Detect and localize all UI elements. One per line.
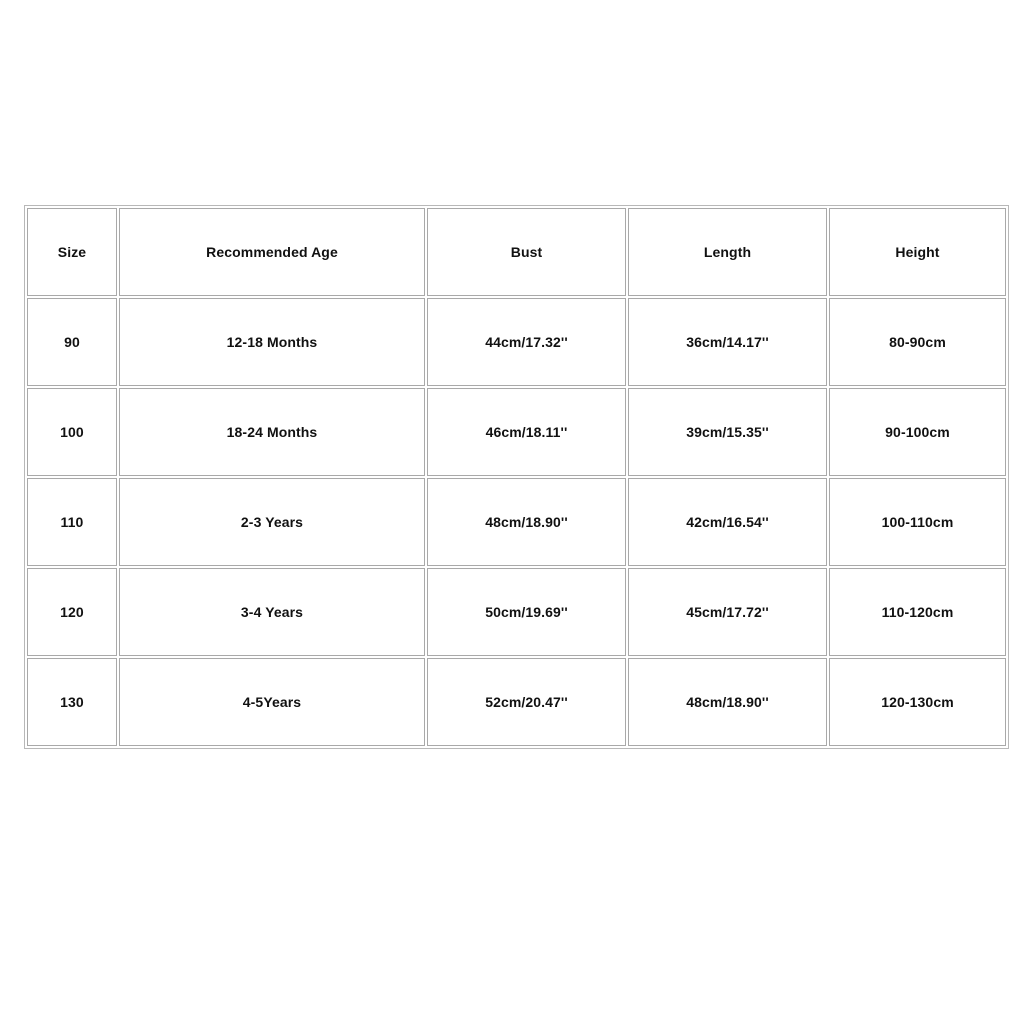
header-height: Height — [829, 208, 1006, 296]
cell-size: 130 — [27, 658, 117, 746]
size-chart-table — [24, 205, 1009, 749]
cell-height: 100-110cm — [829, 478, 1006, 566]
cell-bust: 48cm/18.90'' — [427, 478, 626, 566]
cell-recommended-age: 4-5Years — [119, 658, 425, 746]
cell-height: 110-120cm — [829, 568, 1006, 656]
header-bust: Bust — [427, 208, 626, 296]
cell-bust: 44cm/17.32'' — [427, 298, 626, 386]
table-row — [27, 658, 1006, 746]
cell-height: 120-130cm — [829, 658, 1006, 746]
table-row — [27, 298, 1006, 386]
cell-recommended-age: 3-4 Years — [119, 568, 425, 656]
cell-height: 80-90cm — [829, 298, 1006, 386]
table-header-row — [27, 208, 1006, 296]
table-row — [27, 478, 1006, 566]
cell-size: 110 — [27, 478, 117, 566]
cell-bust: 46cm/18.11'' — [427, 388, 626, 476]
cell-recommended-age: 18-24 Months — [119, 388, 425, 476]
cell-bust: 52cm/20.47'' — [427, 658, 626, 746]
cell-length: 36cm/14.17'' — [628, 298, 827, 386]
cell-length: 39cm/15.35'' — [628, 388, 827, 476]
header-recommended-age: Recommended Age — [119, 208, 425, 296]
cell-length: 45cm/17.72'' — [628, 568, 827, 656]
table-row — [27, 388, 1006, 476]
cell-recommended-age: 2-3 Years — [119, 478, 425, 566]
cell-bust: 50cm/19.69'' — [427, 568, 626, 656]
header-size: Size — [27, 208, 117, 296]
cell-size: 90 — [27, 298, 117, 386]
cell-size: 100 — [27, 388, 117, 476]
cell-size: 120 — [27, 568, 117, 656]
table-row — [27, 568, 1006, 656]
cell-length: 42cm/16.54'' — [628, 478, 827, 566]
cell-height: 90-100cm — [829, 388, 1006, 476]
cell-length: 48cm/18.90'' — [628, 658, 827, 746]
cell-recommended-age: 12-18 Months — [119, 298, 425, 386]
header-length: Length — [628, 208, 827, 296]
